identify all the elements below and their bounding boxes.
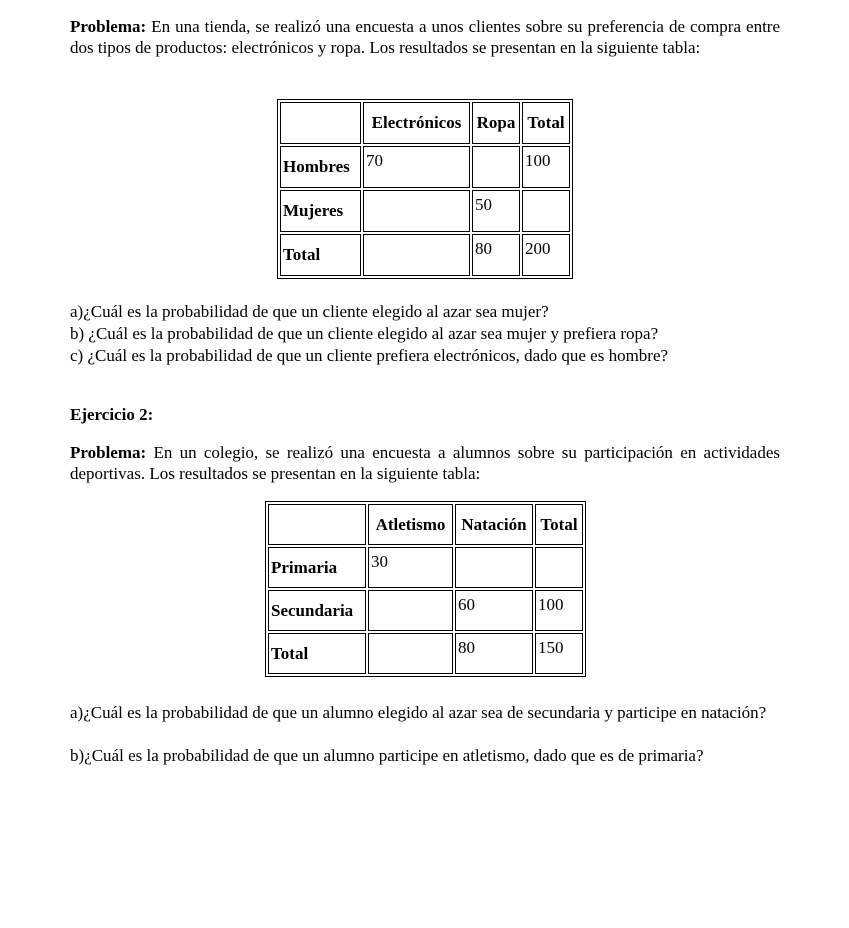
table1-row-label: Mujeres: [280, 190, 361, 232]
table2-cell: 60: [455, 590, 533, 631]
table2-cell: [368, 590, 453, 631]
table2-header-total: Total: [535, 504, 583, 545]
table2-header-atletismo: Atletismo: [368, 504, 453, 545]
table-row: [280, 146, 570, 188]
table1-cell: 200: [522, 234, 570, 276]
table-row: [268, 633, 583, 674]
table-row: [268, 547, 583, 588]
table-row: [280, 190, 570, 232]
problem2-label: Problema:: [70, 443, 147, 462]
problem1-text: En una tienda, se realizó una encuesta a unos clientes sobre su preferencia de compra entre dos tipos de productos: electrónicos y ropa. Los resultados se presentan en la siguiente tabla:: [70, 17, 780, 57]
table2-row-label: Total: [268, 633, 366, 674]
table1-cell: 100: [522, 146, 570, 188]
table1-cell: [363, 234, 470, 276]
table1-row-label: Total: [280, 234, 361, 276]
table1-cell: [472, 146, 520, 188]
problem1-label: Problema:: [70, 17, 147, 36]
problem1-question-c: c) ¿Cuál es la probabilidad de que un cliente prefiera electrónicos, dado que es hombre?: [70, 346, 669, 365]
table-products: [277, 99, 573, 279]
table2-cell: 30: [368, 547, 453, 588]
exercise2-heading: Ejercicio 2:: [70, 405, 154, 424]
table1-header-ropa: Ropa: [472, 102, 520, 144]
table1-cell: [522, 190, 570, 232]
table2-cell: [535, 547, 583, 588]
table1-cell: [363, 190, 470, 232]
table2-row-label: Secundaria: [268, 590, 366, 631]
table1-row-label: Hombres: [280, 146, 361, 188]
table-sports: [265, 501, 586, 677]
table2-corner: [268, 504, 366, 545]
problem2-question-b: b)¿Cuál es la probabilidad de que un alumno participe en atletismo, dado que es de primaria?: [70, 746, 704, 765]
table1-cell: 70: [363, 146, 470, 188]
table2-header-natacion: Natación: [455, 504, 533, 545]
table-row: [280, 234, 570, 276]
table1-cell: 80: [472, 234, 520, 276]
problem1-statement: [70, 16, 780, 58]
table2-cell: [455, 547, 533, 588]
table2-cell: 100: [535, 590, 583, 631]
problem2-text: En un colegio, se realizó una encuesta a alumnos sobre su participación en actividades deportivas. Los resultados se presentan en la siguiente tabla:: [70, 443, 780, 483]
problem2-statement: [70, 442, 780, 484]
table1-cell: 50: [472, 190, 520, 232]
table2-row-label: Primaria: [268, 547, 366, 588]
table2-cell: [368, 633, 453, 674]
table-row: [268, 590, 583, 631]
problem1-question-a: a)¿Cuál es la probabilidad de que un cliente elegido al azar sea mujer?: [70, 302, 549, 321]
problem1-question-b: b) ¿Cuál es la probabilidad de que un cliente elegido al azar sea mujer y prefiera ropa?: [70, 324, 659, 343]
table2-cell: 150: [535, 633, 583, 674]
table1-corner: [280, 102, 361, 144]
problem2-question-a: a)¿Cuál es la probabilidad de que un alumno elegido al azar sea de secundaria y participe en natación?: [70, 703, 767, 722]
table1-header-total: Total: [522, 102, 570, 144]
table1-header-electronicos: Electrónicos: [363, 102, 470, 144]
table2-cell: 80: [455, 633, 533, 674]
